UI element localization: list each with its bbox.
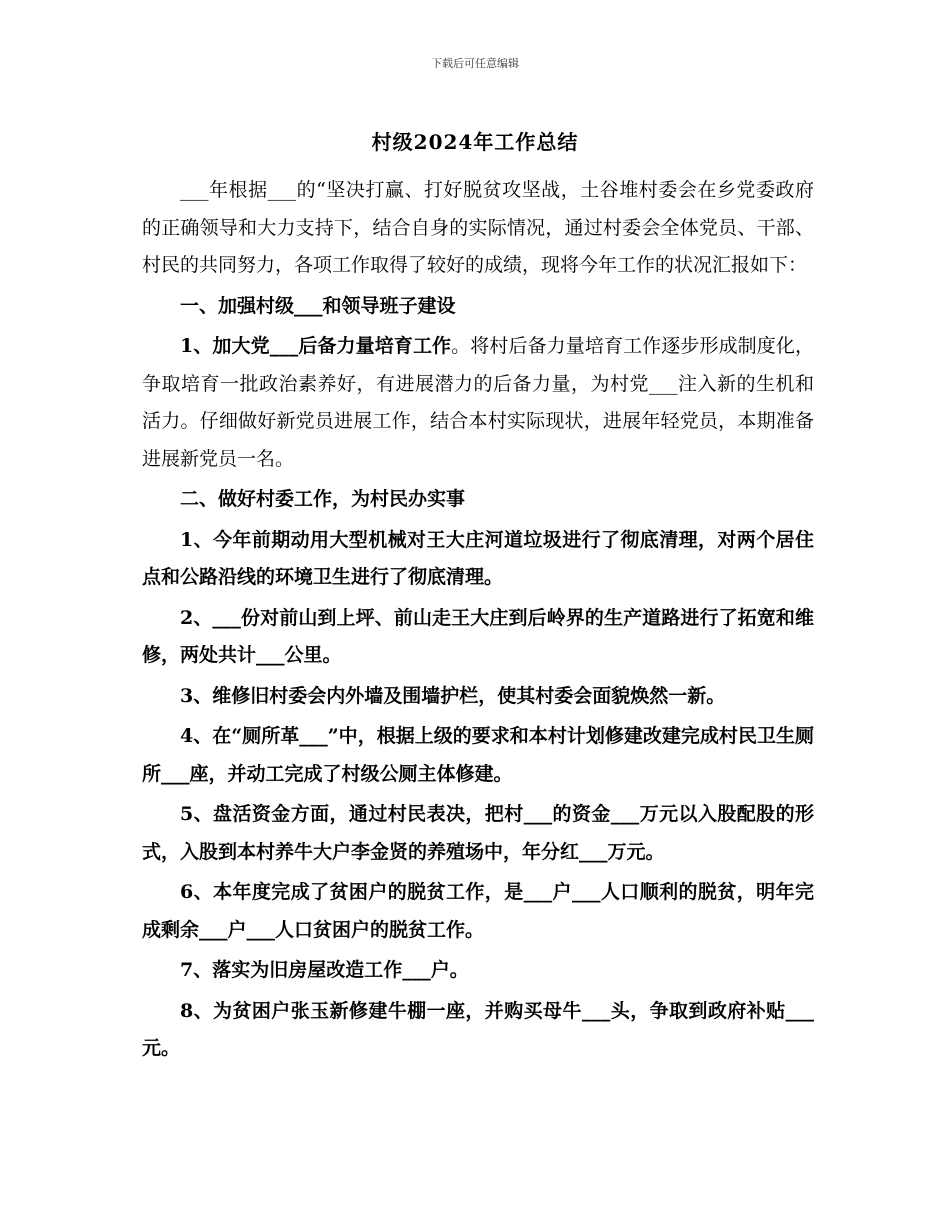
section-1-item-1-text: 。将村后备力量培育工作逐步形成制度化，争取培育一批政治素养好，有进展潜力的后备力量，为村党___注入新的生机和活力。仔细做好新党员进展工作，结合本村实际现状，进展年轻党员，本期准备进展新党员一名。 — [142, 335, 814, 470]
section-2-item-5: 5、盘活资金方面，通过村民表决，把村___的资金___万元以入股配股的形式，入股到本村养牛大户李金贤的养殖场中，年分红___万元。 — [142, 803, 814, 863]
section-2-item-6: 6、本年度完成了贫困户的脱贫工作，是___户___人口顺利的脱贫，明年完成剩余___户___人口贫困户的脱贫工作。 — [142, 881, 814, 941]
section-1-item-1-lead: 1、加大党___后备力量培育工作 — [180, 335, 452, 357]
document-title: 村级2024年工作总结 — [371, 130, 579, 154]
intro-paragraph: ___年根据___的“坚决打赢、打好脱贫攻坚战，土谷堆村委会在乡党委政府的正确领导和大力支持下，结合自身的实际情况，通过村委会全体党员、干部、村民的共同努力，各项工作取得了较好的成绩，现将今年工作的状况汇报如下： — [142, 179, 814, 276]
section-1-item-1 — [142, 328, 814, 478]
section-2-item-3: 3、维修旧村委会内外墙及围墙护栏，使其村委会面貌焕然一新。 — [180, 684, 726, 707]
header-note: 下载后可任意编辑 — [431, 57, 519, 70]
section-2-item-2: 2、___份对前山到上坪、前山走王大庄到后岭界的生产道路进行了拓宽和维修，两处共计___公里。 — [142, 606, 814, 666]
section-2-heading: 二、做好村委工作，为村民办实事 — [180, 488, 466, 510]
section-2-item-4: 4、在“厕所革___”中，根据上级的要求和本村计划修建改建完成村民卫生厕所___座，并动工完成了村级公厕主体修建。 — [142, 725, 814, 785]
section-2-item-1: 1、今年前期动用大型机械对王大庄河道垃圾进行了彻底清理，对两个居住点和公路沿线的环境卫生进行了彻底清理。 — [142, 528, 814, 588]
section-1-heading: 一、加强村级___和领导班子建设 — [180, 294, 456, 317]
document-body — [142, 172, 814, 1068]
section-2-item-8: 8、为贫困户张玉新修建牛棚一座，并购买母牛___头，争取到政府补贴___元。 — [142, 999, 814, 1059]
section-2-item-7: 7、落实为旧房屋改造工作___户。 — [180, 959, 469, 981]
